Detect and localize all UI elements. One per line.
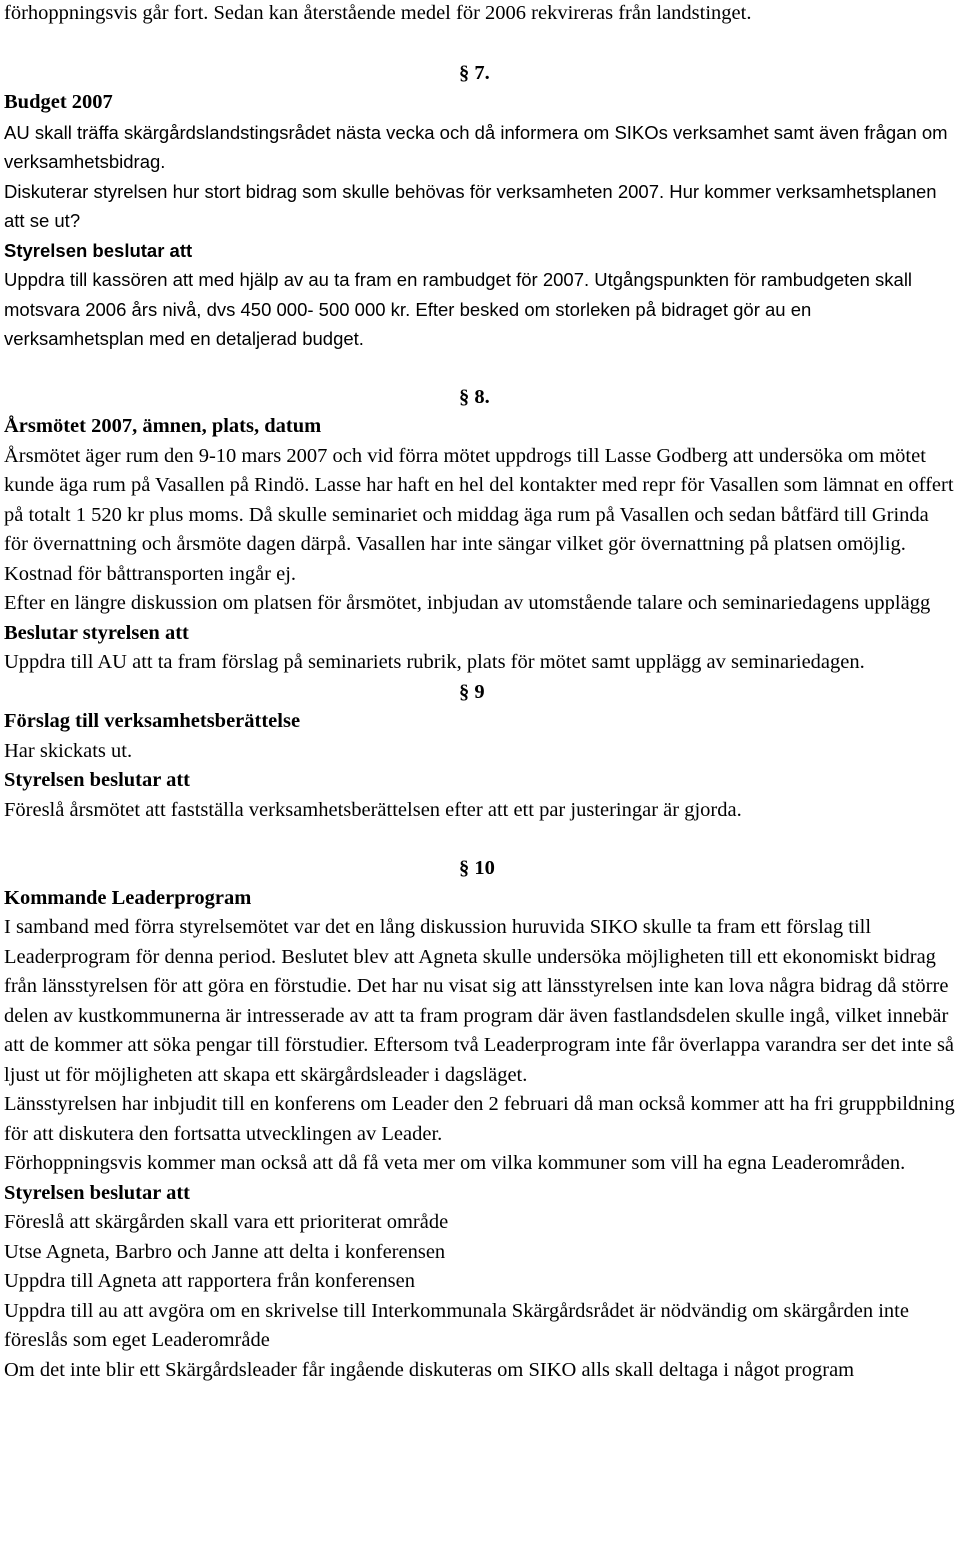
section-heading-verksamhetsberattelse: Förslag till verksamhetsberättelse xyxy=(4,710,301,732)
section-9-paragraph-1: Har skickats ut. xyxy=(4,739,133,762)
section-10-decision-5: Om det inte blir ett Skärgårdsleader får ingående diskuteras om SIKO alls skall deltaga i något program xyxy=(4,1358,855,1381)
section-number-9: § 9 xyxy=(459,680,485,703)
section-9-decision-label: Styrelsen beslutar att xyxy=(4,769,191,791)
section-7-decision: Uppdra till kassören att med hjälp av au ta fram en rambudget för 2007. Utgångspunkten för rambudgeten skall motsvara 2006 års nivå, dvs 450 000- 500 000 kr. Efter besked om storleken på bidraget gör au en verksamhetsplan med en detaljerad budget. xyxy=(4,269,913,349)
section-7-paragraph-1: AU skall träffa skärgårdslandstingsrådet nästa vecka och då informera om SIKOs verksamhet samt även frågan om verksamhetsbidrag. xyxy=(4,121,948,172)
section-number-7: § 7. xyxy=(459,61,490,84)
section-10-decision-label: Styrelsen beslutar att xyxy=(4,1181,191,1204)
section-8-paragraph-1: Årsmötet äger rum den 9-10 mars 2007 och vid förra mötet uppdrogs till Lasse Godberg att undersöka om mötet kunde äga rum på Vasallen på Rindö. Lasse har haft en hel del kontakter med repr för Vasallen som lämnat en offert på totalt 1 520 kr plus moms. Då skulle seminariet och middag äga rum på Vasallen och sedan båtfärd till Grinda för övernattning och årsmöte dagen därpå. Vasallen har inte sängar vilket gör övernattning på platsen omöjlig. Kostnad för båttransporten ingår ej. xyxy=(4,444,954,585)
intro-text: förhoppningsvis går fort. Sedan kan återstående medel för 2006 rekvireras från landstinget. xyxy=(4,2,752,24)
section-7-decision-label: Styrelsen beslutar att xyxy=(4,239,193,261)
section-heading-arsmotet: Årsmötet 2007, ämnen, plats, datum xyxy=(4,415,322,437)
section-10-decision-4: Uppdra till au att avgöra om en skrivelse till Interkommunala Skärgårdsrådet är nödvändig om skärgården inte föreslås som eget Leaderområde xyxy=(4,1299,909,1351)
section-heading-budget: Budget 2007 xyxy=(4,91,113,113)
section-10-paragraph-2: Länsstyrelsen har inbjudit till en konferens om Leader den 2 februari då man också kommer att ha fri gruppbildning för att diskutera den fortsatta utvecklingen av Leader. xyxy=(4,1093,955,1145)
section-9-decision: Föreslå årsmötet att fastställa verksamhetsberättelsen efter att ett par justeringar är gjorda. xyxy=(4,798,742,821)
section-10-paragraph-1: I samband med förra styrelsemötet var det en lång diskussion huruvida SIKO skulle ta fram ett förslag till Leaderprogram för denna period. Beslutet blev att Agneta skulle undersöka möjligheten till ett ekonomiskt bidrag från länsstyrelsen för att göra en förstudie. Det har nu visat sig att länsstyrelsen inte kan lova några bidrag då större delen av kustkommunerna är intresserade av att ta fram program där även fastlandsdelen skulle ingå, vilket innebär att de kommer att söka pengar till förstudier. Eftersom två Leaderprogram inte får överlappa varandra ser det inte så ljust ut för möjligheten att skapa ett skärgårdsleader i dagsläget. xyxy=(4,916,955,1086)
section-10-paragraph-3: Förhoppningsvis kommer man också att då få veta mer om vilka kommuner som vill ha egna Leaderområden. xyxy=(4,1152,906,1174)
section-number-8: § 8. xyxy=(459,385,490,408)
section-8-decision-label: Beslutar styrelsen att xyxy=(4,621,189,644)
section-heading-leaderprogram: Kommande Leaderprogram xyxy=(4,886,252,909)
section-10-decision-3: Uppdra till Agneta att rapportera från konferensen xyxy=(4,1270,415,1292)
section-7-paragraph-2: Diskuterar styrelsen hur stort bidrag som skulle behövas för verksamheten 2007. Hur kommer verksamhetsplanen att se ut? xyxy=(4,180,937,231)
section-10-decision-2: Utse Agneta, Barbro och Janne att delta i konferensen xyxy=(4,1240,446,1263)
section-8-paragraph-2: Efter en längre diskussion om platsen för årsmötet, inbjudan av utomstående talare och seminariedagens upplägg xyxy=(4,592,931,614)
section-8-decision: Uppdra till AU att ta fram förslag på seminariets rubrik, plats för mötet samt upplägg av seminariedagen. xyxy=(4,651,865,673)
section-10-decision-1: Föreslå att skärgården skall vara ett prioriterat område xyxy=(4,1211,449,1233)
section-number-10: § 10 xyxy=(459,857,495,879)
